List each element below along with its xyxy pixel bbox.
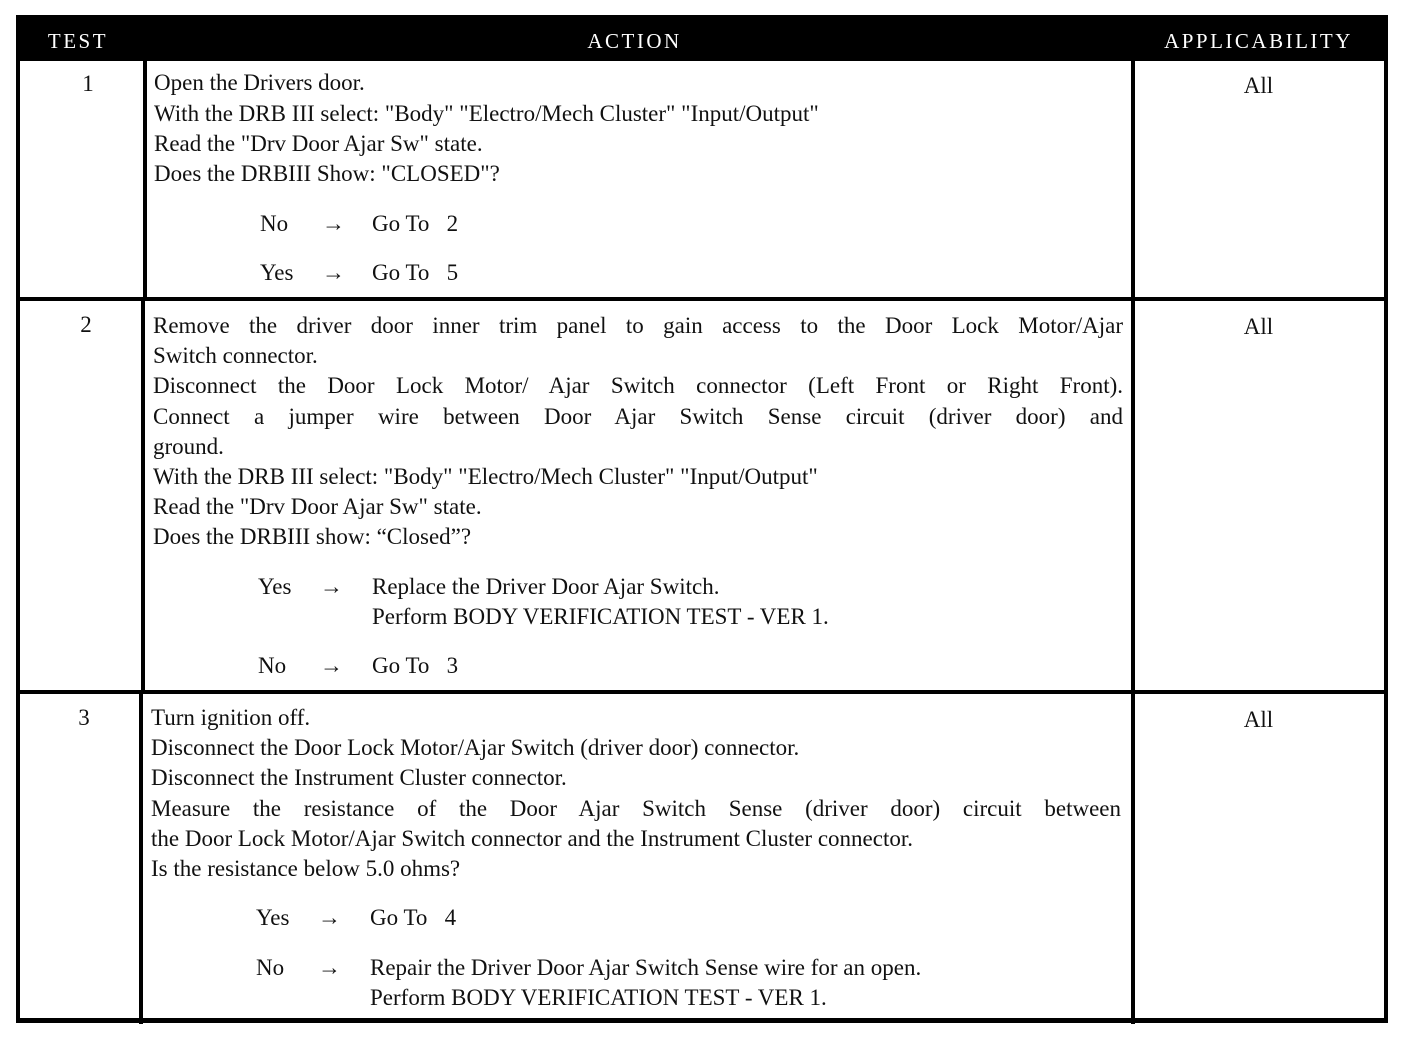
- result-action: Repair the Driver Door Ajar Switch Sense wire for an open.: [370, 955, 922, 980]
- header-applicability: APPLICABILITY: [1164, 29, 1353, 53]
- result-action: Perform BODY VERIFICATION TEST - VER 1.: [372, 604, 829, 629]
- column-divider: [139, 692, 143, 1024]
- column-divider: [1131, 61, 1135, 1024]
- arrow-icon: →: [322, 260, 345, 285]
- result-action: Perform BODY VERIFICATION TEST - VER 1.: [370, 985, 827, 1010]
- action-line: Disconnect the Door Lock Motor/Ajar Switch (driver door) connector.: [151, 735, 800, 760]
- action-line: Does the DRBIII show: “Closed”?: [153, 524, 472, 549]
- result-answer: Yes: [260, 260, 294, 285]
- applicability-value: All: [1243, 314, 1274, 339]
- result-action: Go To 3: [372, 653, 459, 678]
- table-header: [20, 19, 1384, 61]
- action-line: Remove the driver door inner trim panel to gain access to the Door Lock Motor/Ajar: [153, 313, 1123, 338]
- action-line: Is the resistance below 5.0 ohms?: [151, 856, 461, 881]
- action-line: With the DRB III select: "Body" "Electro/Mech Cluster" "Input/Output": [153, 464, 818, 489]
- column-divider: [141, 299, 145, 692]
- header-test: TEST: [47, 29, 109, 53]
- applicability-value: All: [1243, 73, 1274, 98]
- action-line: Turn ignition off.: [151, 705, 311, 730]
- result-action: Go To 2: [372, 211, 459, 236]
- action-line: Disconnect the Door Lock Motor/ Ajar Switch connector (Left Front or Right Front).: [153, 373, 1123, 398]
- arrow-icon: →: [318, 905, 341, 930]
- arrow-icon: →: [322, 211, 345, 236]
- arrow-icon: →: [320, 653, 343, 678]
- action-line: Switch connector.: [153, 343, 318, 368]
- action-line: Read the "Drv Door Ajar Sw" state.: [153, 494, 482, 519]
- row-divider: [20, 297, 1384, 301]
- arrow-icon: →: [318, 955, 341, 980]
- test-number: 2: [80, 312, 92, 337]
- result-action: Go To 5: [372, 260, 459, 285]
- action-line: With the DRB III select: "Body" "Electro/Mech Cluster" "Input/Output": [154, 101, 819, 126]
- action-line: Measure the resistance of the Door Ajar Switch Sense (driver door) circuit between: [151, 796, 1121, 821]
- header-action: ACTION: [587, 29, 682, 53]
- result-answer: No: [256, 955, 285, 980]
- action-line: Does the DRBIII Show: "CLOSED"?: [154, 161, 500, 186]
- action-line: ground.: [153, 434, 224, 459]
- test-number: 1: [82, 71, 94, 96]
- applicability-value: All: [1243, 707, 1274, 732]
- arrow-icon: →: [320, 574, 343, 599]
- action-line: the Door Lock Motor/Ajar Switch connector and the Instrument Cluster connector.: [151, 826, 913, 851]
- row-divider: [20, 690, 1384, 694]
- result-action: Go To 4: [370, 905, 457, 930]
- result-answer: Yes: [256, 905, 290, 930]
- action-line: Read the "Drv Door Ajar Sw" state.: [154, 131, 483, 156]
- result-answer: No: [260, 211, 289, 236]
- action-line: Disconnect the Instrument Cluster connector.: [151, 765, 567, 790]
- action-line: Connect a jumper wire between Door Ajar Switch Sense circuit (driver door) and: [153, 404, 1123, 429]
- diagnostic-test-table: [16, 15, 1388, 1023]
- test-number: 3: [78, 705, 90, 730]
- result-action: Replace the Driver Door Ajar Switch.: [372, 574, 720, 599]
- result-answer: No: [258, 653, 287, 678]
- action-line: Open the Drivers door.: [154, 70, 365, 95]
- result-answer: Yes: [258, 574, 292, 599]
